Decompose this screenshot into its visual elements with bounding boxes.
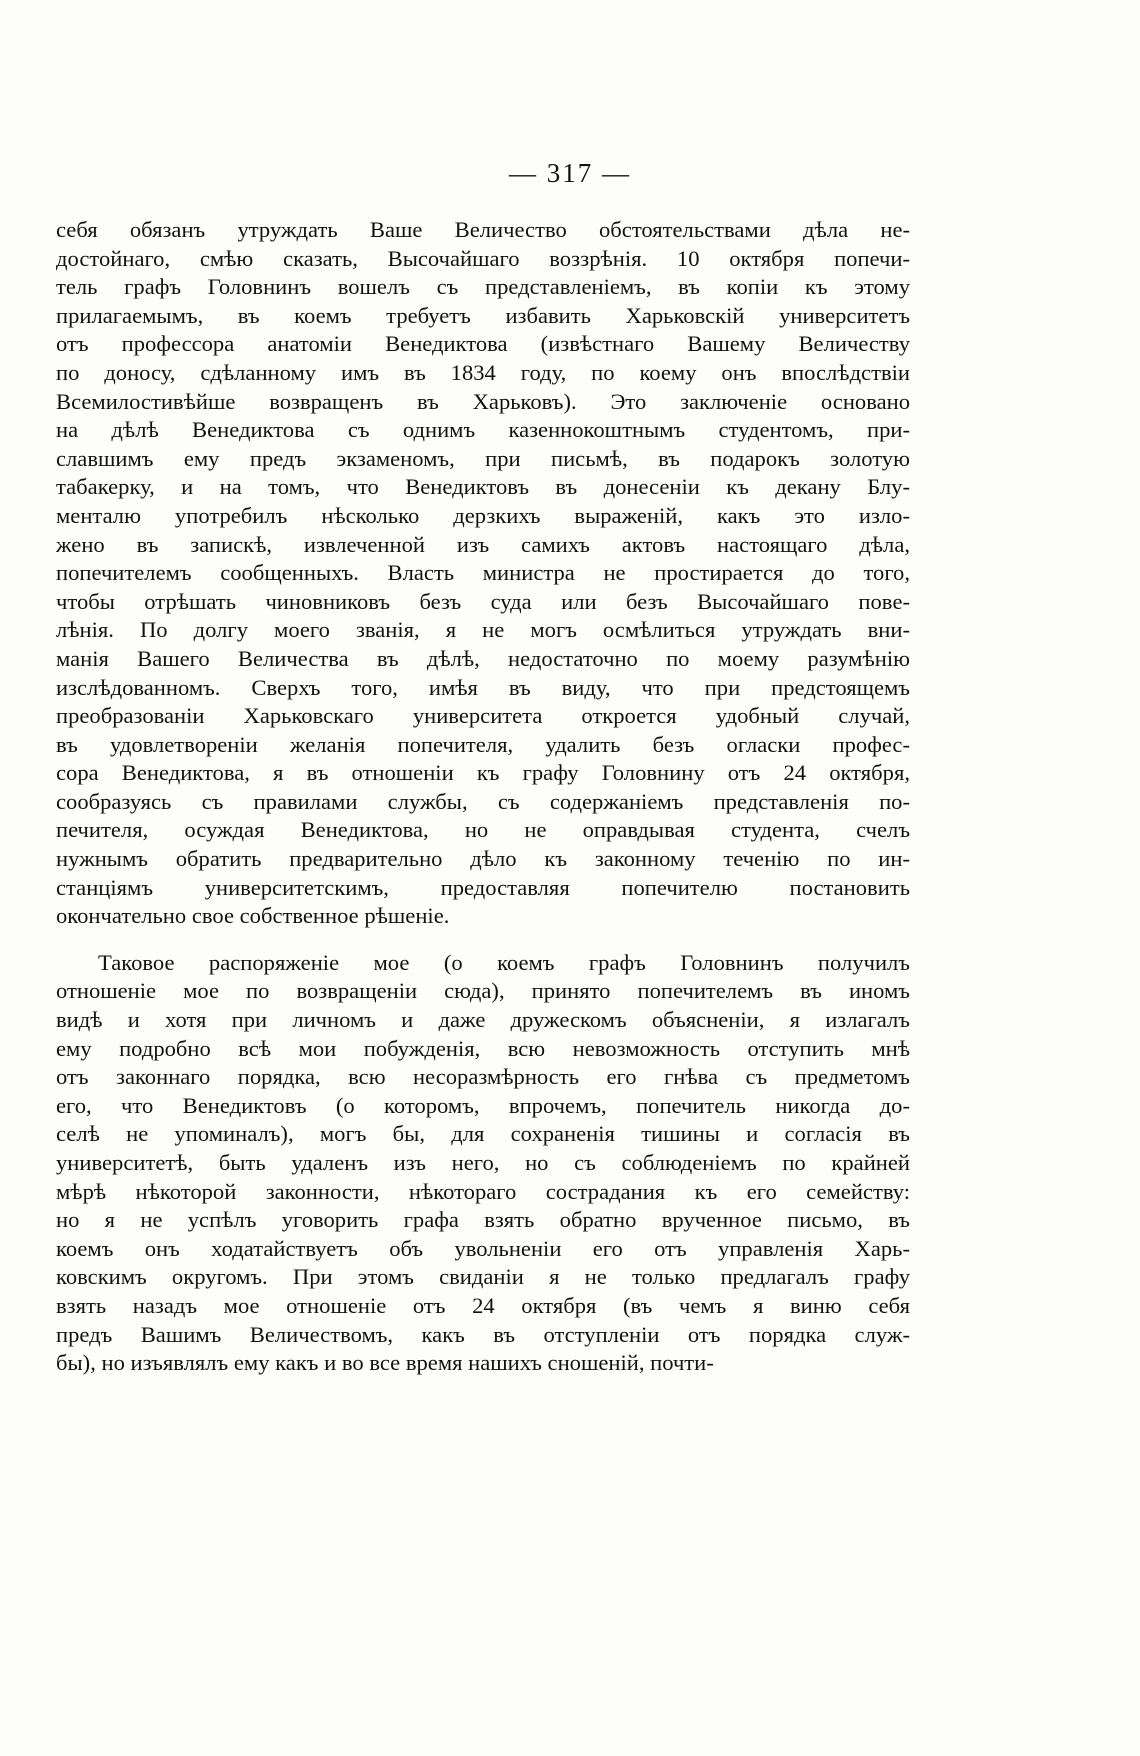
text-line: изслѣдованномъ. Сверхъ того, имѣя въ виду, что при предстоящемъ [56,674,910,700]
text-body [56,216,910,1378]
text-line: взять назадъ мое отношеніе отъ 24 октября (въ чемъ я виню себя [56,1292,910,1318]
text-line: его, что Венедиктовъ (о которомъ, впрочемъ, попечитель никогда до- [56,1092,910,1118]
paragraph-2 [56,949,910,1378]
text-line: тель графъ Головнинъ вошелъ съ представленіемъ, въ копіи къ этому [56,274,910,300]
text-line: лѣнія. По долгу моего званія, я не могъ осмѣлиться утруждать вни- [56,617,910,643]
text-line: отъ профессора анатоміи Венедиктова (извѣстнаго Вашему Величеству [56,331,910,357]
text-line: прилагаемымъ, въ коемъ требуетъ избавить Харьковскій университетъ [56,302,910,328]
text-line: чтобы отрѣшать чиновниковъ безъ суда или безъ Высочайшаго повe- [56,588,910,614]
text-line: табакерку, и на томъ, что Венедиктовъ въ донесеніи къ декану Блу- [56,474,910,500]
text-line: видѣ и хотя при личномъ и даже дружескомъ объясненіи, я излагалъ [56,1007,910,1033]
text-line: предъ Вашимъ Величествомъ, какъ въ отступленіи отъ порядка служ- [56,1321,910,1347]
text-line: Таковое распоряженіе мое (о коемъ графъ Головнинъ получилъ [98,949,910,975]
paragraph-1 [56,216,910,931]
text-line: бы), но изъявлялъ ему какъ и во все время нашихъ сношеній, почти- [56,1350,714,1376]
text-line: на дѣлѣ Венедиктова съ однимъ казеннокоштнымъ студентомъ, при- [56,417,910,443]
text-line: сора Венедиктова, я въ отношеніи къ графу Головнину отъ 24 октября, [56,760,910,786]
text-line: въ удовлетвореніи желанія попечителя, удалить безъ огласки профес- [56,731,910,757]
text-line: жено въ запискѣ, извлеченной изъ самихъ актовъ настоящаго дѣла, [56,531,910,557]
text-line: сообразуясь съ правилами службы, съ содержаніемъ представленія по- [56,788,910,814]
page-number: — 317 — [509,158,631,188]
text-line: но я не успѣлъ уговорить графа взять обратно врученное письмо, въ [56,1207,910,1233]
text-line: достойнаго, смѣю сказать, Высочайшаго воззрѣнія. 10 октября попечи- [56,245,910,271]
text-line: селѣ не упоминалъ), могъ бы, для сохраненія тишины и согласія въ [56,1121,910,1147]
text-line: нужнымъ обратить предварительно дѣло къ законному теченію по ин- [56,846,910,872]
text-line: университетѣ, быть удаленъ изъ него, но съ соблюденіемъ по крайней [56,1150,910,1175]
text-line: преобразованіи Харьковскаго университета откроется удобный случай, [56,703,910,729]
text-line: коемъ онъ ходатайствуетъ объ увольненіи его отъ управленія Харь- [56,1235,910,1261]
text-line: манія Вашего Величества въ дѣлѣ, недостаточно по моему разумѣнію [56,645,910,671]
text-line: мѣрѣ нѣкоторой законности, нѣкотораго сострадания къ его семейству: [56,1178,910,1204]
text-line: Всемилостивѣйше возвращенъ въ Харьковъ). Это заключеніе основано [56,388,910,414]
text-line: станціямъ университетскимъ, предоставляя попечителю постановить [56,874,910,900]
text-line: окончательно свое собственное рѣшеніе. [56,903,450,929]
paragraph-gap [56,931,910,949]
text-line: попечителемъ сообщенныхъ. Власть министра не простирается до того, [56,560,910,586]
text-line: отъ законнаго порядка, всю несоразмѣрность его гнѣва съ предметомъ [56,1064,910,1090]
text-line: отношеніе мое по возвращеніи сюда), принято попечителемъ въ иномъ [56,978,910,1004]
text-line: славшимъ ему предъ экзаменомъ, при письмѣ, въ подарокъ золотую [56,445,910,471]
text-line: ему подробно всѣ мои побужденія, всю невозможность отступить мнѣ [56,1035,910,1061]
text-line: менталю употребилъ нѣсколько дерзкихъ выраженій, какъ это изло- [56,502,910,528]
text-line: себя обязанъ утруждать Ваше Величество обстоятельствами дѣла не- [56,217,910,242]
text-line: ковскимъ округомъ. При этомъ свиданіи я не только предлагалъ графу [56,1264,910,1290]
text-line: по доносу, сдѣланному имъ въ 1834 году, по коему онъ впослѣдствіи [56,359,910,385]
text-line: печителя, осуждая Венедиктова, но не оправдывая студента, счелъ [56,817,910,843]
